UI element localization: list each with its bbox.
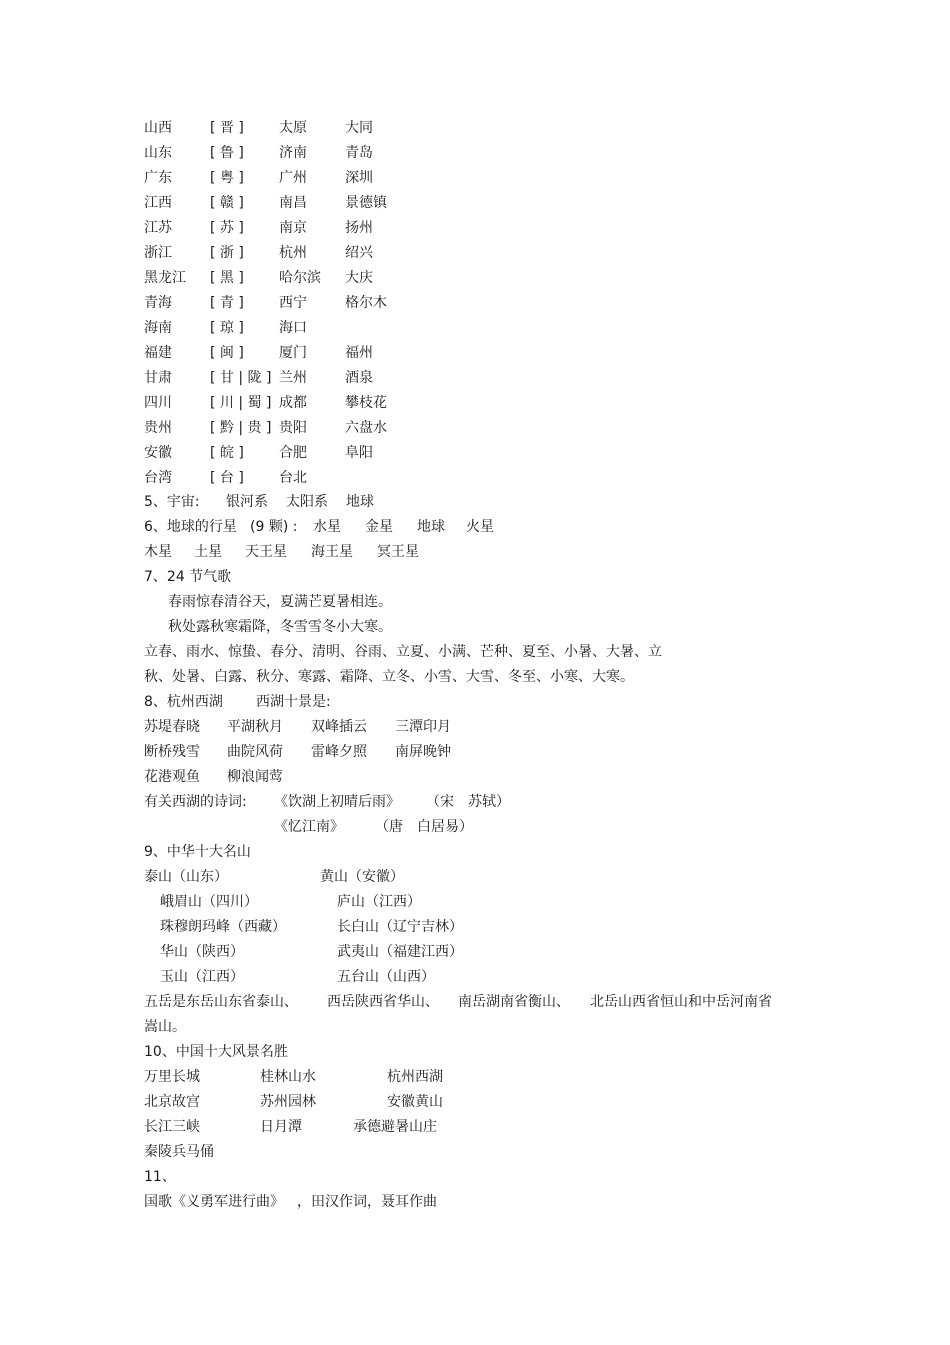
- province-city: 大同: [345, 120, 373, 136]
- mountain-item: 武夷山（福建江西）: [337, 944, 463, 960]
- province-name: 贵州: [144, 420, 172, 436]
- province-capital: 济南: [279, 145, 307, 161]
- west-lake-scene: 南屏晚钟: [395, 744, 451, 760]
- province-capital: 成都: [279, 395, 307, 411]
- province-name: 青海: [144, 295, 172, 311]
- poem-title: 《饮湖上初晴后雨》: [274, 794, 400, 810]
- west-lake-scene: 三潭印月: [395, 719, 451, 735]
- anthem-credit: ，田汉作词，聂耳作曲: [297, 1194, 437, 1210]
- poem-author: （唐 白居易）: [375, 819, 473, 835]
- province-city: 绍兴: [345, 245, 373, 261]
- province-capital: 合肥: [279, 445, 307, 461]
- scenic-spot: 苏州园林: [260, 1094, 316, 1110]
- province-abbreviation: [ 鲁 ]: [210, 145, 244, 161]
- scenic-spot: 杭州西湖: [387, 1069, 443, 1085]
- mountain-item: 长白山（辽宁吉林）: [337, 919, 463, 935]
- mountain-item: 华山（陕西）: [160, 944, 244, 960]
- poem-title: 《忆江南》: [274, 819, 344, 835]
- province-name: 黑龙江: [144, 270, 186, 286]
- universe-item: 银河系: [226, 494, 268, 510]
- solar-term-poem-line: 秋处露秋寒霜降，冬雪雪冬小大寒。: [168, 619, 392, 635]
- mountain-item: 珠穆朗玛峰（西藏）: [160, 919, 286, 935]
- province-name: 广东: [144, 170, 172, 186]
- section-11-heading: 11、: [144, 1169, 176, 1185]
- province-city: 大庆: [345, 270, 373, 286]
- mountain-item: 庐山（江西）: [337, 894, 421, 910]
- poem-author: （宋 苏轼）: [426, 794, 510, 810]
- province-name: 江苏: [144, 220, 172, 236]
- province-abbreviation: [ 苏 ]: [210, 220, 244, 236]
- mountain-item: 泰山（山东）: [144, 869, 228, 885]
- province-capital: 广州: [279, 170, 307, 186]
- west-lake-scene: 双峰插云: [311, 719, 367, 735]
- province-abbreviation: [ 黔 | 贵 ]: [210, 420, 272, 436]
- province-abbreviation: [ 浙 ]: [210, 245, 244, 261]
- province-name: 台湾: [144, 470, 172, 486]
- section-5-label: 5、宇宙:: [144, 494, 200, 510]
- province-city: 阜阳: [345, 445, 373, 461]
- province-name: 四川: [144, 395, 172, 411]
- province-capital: 兰州: [279, 370, 307, 386]
- province-abbreviation: [ 琼 ]: [210, 320, 244, 336]
- province-name: 安徽: [144, 445, 172, 461]
- province-abbreviation: [ 皖 ]: [210, 445, 244, 461]
- west-lake-scene: 柳浪闻莺: [227, 769, 283, 785]
- province-capital: 南昌: [279, 195, 307, 211]
- scenic-spot: 安徽黄山: [387, 1094, 443, 1110]
- province-abbreviation: [ 川 | 蜀 ]: [210, 395, 272, 411]
- province-name: 山东: [144, 145, 172, 161]
- province-capital: 厦门: [279, 345, 307, 361]
- poems-label: 有关西湖的诗词:: [144, 794, 247, 810]
- solar-term-list: 秋、处暑、白露、秋分、寒露、霜降、立冬、小雪、大雪、冬至、小寒、大寒。: [144, 669, 634, 685]
- section-9-heading: 9、中华十大名山: [144, 844, 251, 860]
- province-abbreviation: [ 闽 ]: [210, 345, 244, 361]
- planet-item: 土星: [194, 544, 222, 560]
- west-lake-scene: 苏堤春晓: [144, 719, 200, 735]
- province-name: 山西: [144, 120, 172, 136]
- province-city: 六盘水: [345, 420, 387, 436]
- mountain-item: 黄山（安徽）: [320, 869, 404, 885]
- section-8-subheading: 西湖十景是:: [256, 694, 331, 710]
- planet-item: 木星: [144, 544, 172, 560]
- province-abbreviation: [ 青 ]: [210, 295, 244, 311]
- province-city: 扬州: [345, 220, 373, 236]
- province-city: 酒泉: [345, 370, 373, 386]
- scenic-spot: 万里长城: [144, 1069, 200, 1085]
- wuyue-text: 南岳湖南省衡山、: [458, 994, 570, 1010]
- planet-item: 水星: [313, 519, 341, 535]
- west-lake-scene: 雷峰夕照: [311, 744, 367, 760]
- planet-item: 冥王星: [377, 544, 419, 560]
- mountain-item: 玉山（江西）: [160, 969, 244, 985]
- province-name: 海南: [144, 320, 172, 336]
- planet-item: 火星: [466, 519, 494, 535]
- province-capital: 西宁: [279, 295, 307, 311]
- planet-item: 海王星: [311, 544, 353, 560]
- west-lake-scene: 断桥残雪: [144, 744, 200, 760]
- universe-item: 地球: [346, 494, 374, 510]
- province-city: 格尔木: [345, 295, 387, 311]
- section-6-label: 6、地球的行星: [144, 519, 237, 535]
- province-abbreviation: [ 黑 ]: [210, 270, 244, 286]
- province-name: 江西: [144, 195, 172, 211]
- anthem-title: 国歌《义勇军进行曲》: [144, 1194, 284, 1210]
- scenic-spot: 承德避暑山庄: [353, 1119, 437, 1135]
- west-lake-scene: 曲院风荷: [227, 744, 283, 760]
- planet-count: (9 颗) :: [250, 519, 298, 535]
- province-city: 福州: [345, 345, 373, 361]
- province-name: 福建: [144, 345, 172, 361]
- province-abbreviation: [ 台 ]: [210, 470, 244, 486]
- province-name: 浙江: [144, 245, 172, 261]
- scenic-spot: 秦陵兵马俑: [144, 1144, 214, 1160]
- wuyue-text: 五岳是东岳山东省泰山、: [144, 994, 298, 1010]
- wuyue-text: 西岳陕西省华山、: [327, 994, 439, 1010]
- solar-term-poem-line: 春雨惊春清谷天，夏满芒夏暑相连。: [168, 594, 392, 610]
- province-capital: 贵阳: [279, 420, 307, 436]
- planet-item: 金星: [365, 519, 393, 535]
- province-abbreviation: [ 赣 ]: [210, 195, 244, 211]
- solar-term-list: 立春、雨水、惊蛰、春分、清明、谷雨、立夏、小满、芒种、夏至、小暑、大暑、立: [144, 644, 662, 660]
- province-abbreviation: [ 甘 | 陇 ]: [210, 370, 272, 386]
- mountain-item: 五台山（山西）: [337, 969, 435, 985]
- province-capital: 杭州: [279, 245, 307, 261]
- province-city: 深圳: [345, 170, 373, 186]
- wuyue-text: 北岳山西省恒山和中岳河南省: [590, 994, 772, 1010]
- province-city: 景德镇: [345, 195, 387, 211]
- universe-item: 太阳系: [286, 494, 328, 510]
- province-city: 青岛: [345, 145, 373, 161]
- scenic-spot: 北京故宫: [144, 1094, 200, 1110]
- province-capital: 台北: [279, 470, 307, 486]
- province-capital: 南京: [279, 220, 307, 236]
- province-city: 攀枝花: [345, 395, 387, 411]
- section-7-heading: 7、24 节气歌: [144, 569, 232, 585]
- province-capital: 太原: [279, 120, 307, 136]
- province-abbreviation: [ 晋 ]: [210, 120, 244, 136]
- scenic-spot: 日月潭: [260, 1119, 302, 1135]
- province-capital: 海口: [279, 320, 307, 336]
- province-name: 甘肃: [144, 370, 172, 386]
- province-abbreviation: [ 粤 ]: [210, 170, 244, 186]
- west-lake-scene: 花港观鱼: [144, 769, 200, 785]
- wuyue-text: 嵩山。: [144, 1019, 186, 1035]
- scenic-spot: 桂林山水: [260, 1069, 316, 1085]
- section-8-heading: 8、杭州西湖: [144, 694, 223, 710]
- section-10-heading: 10、中国十大风景名胜: [144, 1044, 288, 1060]
- scenic-spot: 长江三峡: [144, 1119, 200, 1135]
- mountain-item: 峨眉山（四川）: [160, 894, 258, 910]
- planet-item: 地球: [417, 519, 445, 535]
- west-lake-scene: 平湖秋月: [227, 719, 283, 735]
- province-capital: 哈尔滨: [279, 270, 321, 286]
- planet-item: 天王星: [245, 544, 287, 560]
